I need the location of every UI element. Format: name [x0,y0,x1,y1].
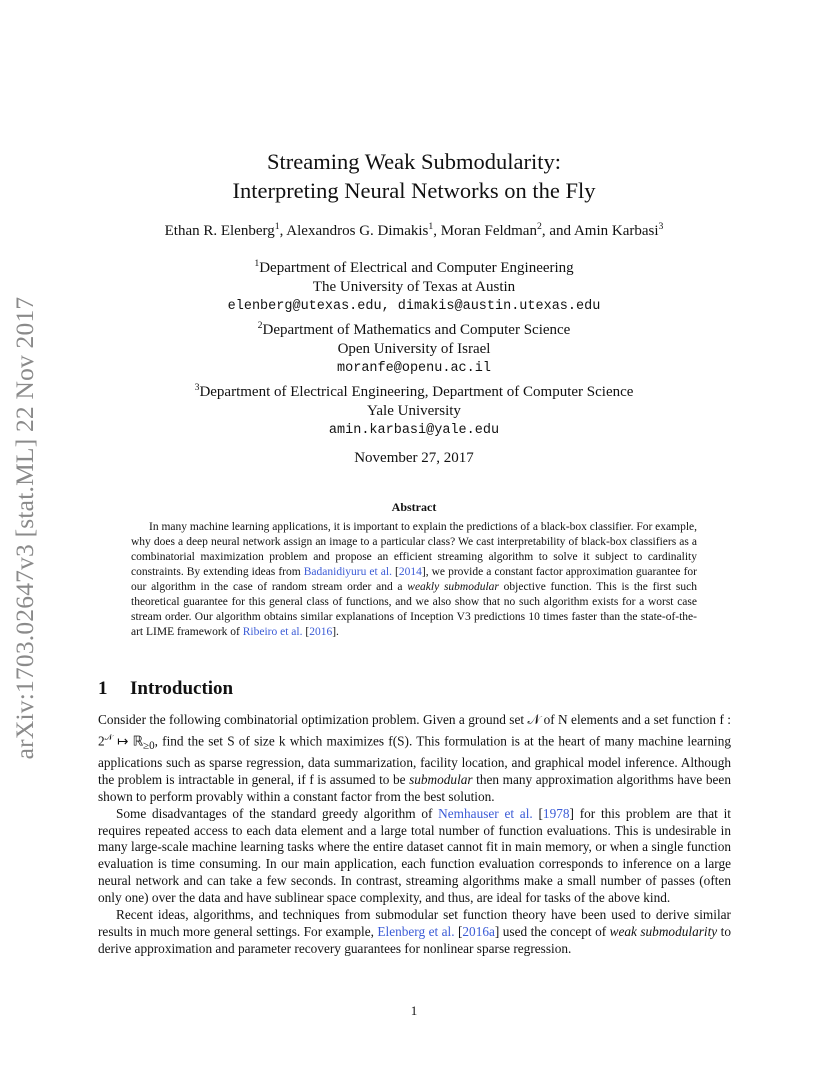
body-paragraph [98,907,731,958]
section-title: Introduction [130,678,234,699]
title-line-2: Interpreting Neural Networks on the Fly [232,178,596,203]
author-affil-sup: 2 [536,221,542,232]
math-sub: ≥0 [143,739,155,752]
emphasis-text: submodular [409,771,473,787]
affil-dept-text: Department of Mathematics and Computer Science [262,322,571,338]
body-text [98,712,731,958]
affil-sup: 1 [254,258,260,269]
abstract-paragraph [131,520,697,640]
paper-date: November 27, 2017 [354,450,474,466]
section-heading [98,678,233,700]
arxiv-stamp: arXiv:1703.02647v3 [stat.ML] 22 Nov 2017 [10,296,39,760]
body-text-run: [ [454,923,463,939]
abstract-heading: Abstract [391,500,437,514]
affiliation-email[interactable]: moranfe@openu.ac.il [337,361,491,376]
author-separator: , [433,223,441,239]
page-number: 1 [410,1003,418,1018]
affiliation-dept [0,254,828,278]
citation-year-link[interactable]: 2014 [398,566,422,578]
body-text-run: ] for this problem are that it requires repeated access to each data element and a large total number of function evaluations. This is undesirable in many large-scale machine learning tasks where the entire dataset cannot fit in main memory, or when a single function evaluation is time consuming. In our main application, each function evaluation corresponds to inference on a large neural network and can take a few seconds. In contrast, streaming algorithms make a small number of passes (often only one) over the data and have sublinear space complexity, and thus, are ideal for tasks of the above kind. [98,805,732,906]
affiliation-email[interactable]: amin.karbasi@yale.edu [328,423,500,438]
author-list [0,221,828,240]
body-text-run: Consider the following combinatorial optimization problem. Given a ground set 𝒩 of N elements and a set function f : 2 [98,712,731,749]
body-text-run: [ [532,805,543,821]
body-text-run: to derive approximation and parameter recovery guarantees for nonlinear sparse regression. [98,923,731,956]
citation-year-link[interactable]: 1978 [542,805,570,821]
paper-title [0,147,828,205]
citation-year-link[interactable]: 2016a [462,923,495,939]
citation-link[interactable]: Badanidiyuru et al. [303,566,392,578]
emphasis-text: weakly submodular [407,581,499,593]
body-text-run: Some disadvantages of the standard greedy algorithm of [116,805,439,821]
affiliations [0,254,828,440]
title-line-1: Streaming Weak Submodularity: [267,149,561,174]
affiliation-inst: Yale University [367,403,461,419]
abstract-text: [ [391,566,399,578]
abstract-text: ], we provide a constant factor approximation guarantee for our algorithm in the case of random stream order and a [131,566,697,593]
abstract-text: ]. [332,626,339,638]
author-separator: , [279,223,287,239]
abstract-text: [ [302,626,310,638]
abstract-text: objective function. This is the first such theoretical guarantee for this general class of functions, and we also show that no such algorithm exists for a worst case stream order. Our algorithm obtains similar explanations of Inception V3 predictions 10 times faster than the state-of-the-art LIME framework of [131,581,697,638]
affil-dept-text: Department of Electrical and Computer Engineering [259,260,574,276]
body-text-run: ↦ ℝ [112,733,143,749]
affiliation-dept [0,378,828,402]
section-number: 1 [98,678,108,699]
author-affil-sup: 3 [658,221,664,232]
affiliation-dept [0,316,828,340]
body-text-run: , find the set S of size k which maximizes f(S). This formulation is at the heart of many machine learning applications such as sparse regression, data summarization, facility location, and graphical model inference. Although the problem is intractable in general, if f is assumed to be [98,733,731,787]
affil-dept-text: Department of Electrical Engineering, Department of Computer Science [199,384,634,400]
body-paragraph [98,712,731,806]
body-paragraph [98,806,731,907]
citation-link[interactable]: Ribeiro et al. [242,626,303,638]
body-text-run: ] used the concept of [494,923,610,939]
author-name: Alexandros G. Dimakis [286,223,429,239]
citation-link[interactable]: Nemhauser et al. [438,805,533,821]
body-text-run: Recent ideas, algorithms, and techniques from submodular set function theory have been used to derive similar results in much more general settings. For example, [98,907,731,939]
author-name: Amin Karbasi [573,223,659,239]
affil-sup: 2 [257,320,263,331]
author-separator: , and [541,223,574,239]
math-sup: 𝒩 [104,731,113,742]
affiliation-inst: Open University of Israel [337,341,491,357]
affiliation-email[interactable]: elenberg@utexas.edu, dimakis@austin.utexas.edu [227,299,601,314]
abstract-text: In many machine learning applications, it is important to explain the predictions of a black-box classifier. For example, why does a deep neural network assign an image to a particular class? We cast interpretability of black-box classifiers as a combinatorial maximization problem and propose an efficient streaming algorithm to solve it subject to cardinality constraints. By extending ideas from [131,521,698,578]
author-name: Moran Feldman [440,223,537,239]
author-affil-sup: 1 [428,221,434,232]
emphasis-text: weak submodularity [609,923,718,939]
affiliation-inst: The University of Texas at Austin [312,279,516,295]
citation-link[interactable]: Elenberg et al. [377,923,455,939]
author-name: Ethan R. Elenberg [164,223,275,239]
body-text-run: then many approximation algorithms have been shown to perform provably within a constant factor from the best solution. [98,771,731,804]
abstract-body [131,520,697,640]
citation-year-link[interactable]: 2016 [309,626,333,638]
affil-sup: 3 [194,382,200,393]
author-affil-sup: 1 [274,221,280,232]
